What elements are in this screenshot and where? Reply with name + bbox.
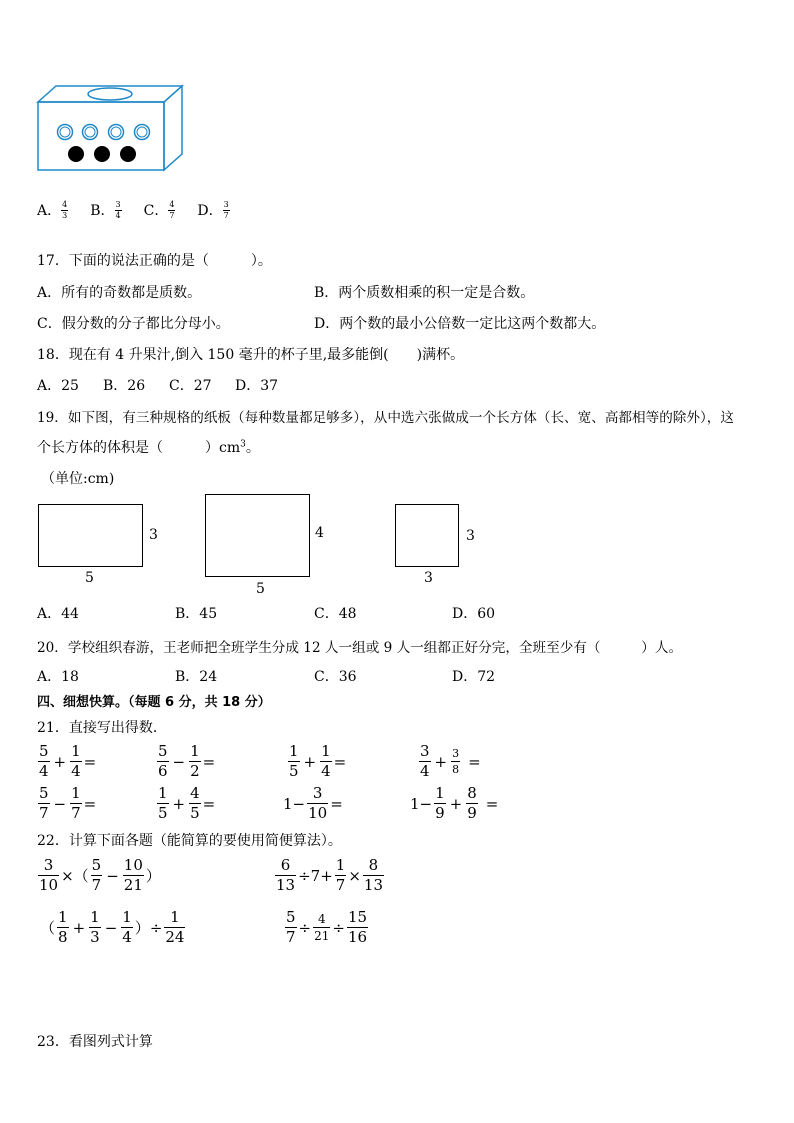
- q22-expr-2: $\frac{6}{13}$ ÷7+ $\frac{1}{7}$ × $\frac{8}{13}$: [276, 856, 383, 894]
- q19-option-a[interactable]: A．44: [37, 606, 79, 622]
- q23-stem: 23．看图列式计算: [37, 1034, 153, 1050]
- q21-expr-6: $\frac{1}{5}$ + $\frac{4}{5}$ =: [158, 784, 216, 822]
- q19-option-b[interactable]: B．45: [175, 606, 218, 622]
- q16-options: [37, 200, 230, 220]
- q21-expr-5: $\frac{5}{7}$ − $\frac{1}{7}$ =: [39, 784, 97, 822]
- q21-expr-2: $\frac{5}{6}$ − $\frac{1}{2}$ =: [158, 742, 216, 780]
- board-2-height: 4: [315, 525, 324, 541]
- q19-unit: （单位:cm): [41, 471, 115, 487]
- section-4-heading: 四、细想快算。（每题 6 分，共 18 分）: [37, 695, 271, 710]
- q17-option-a[interactable]: A．所有的奇数都是质数。: [37, 285, 202, 301]
- q20-option-a[interactable]: A．18: [37, 669, 79, 685]
- q16-option-b[interactable]: B． $\frac{3}{4}$: [90, 199, 121, 220]
- paper-board-1: [38, 504, 143, 567]
- q18-option-b[interactable]: B．26: [103, 378, 146, 394]
- paper-board-3: [395, 504, 459, 567]
- board-1-width: 5: [85, 570, 94, 586]
- q22-expr-1: $\frac{3}{10}$ ×（ $\frac{5}{7}$ − $\frac{10}{21}$ ）: [39, 856, 161, 894]
- q17-option-b[interactable]: B．两个质数相乘的积一定是合数。: [314, 285, 535, 301]
- q21-expr-1: $\frac{5}{4}$ + $\frac{1}{4}$ =: [39, 742, 97, 780]
- q16-option-a[interactable]: A． $\frac{4}{3}$: [37, 199, 68, 220]
- q17-option-c[interactable]: C．假分数的分子都比分母小。: [37, 316, 230, 332]
- q18-stem: 18．现在有 4 升果汁,倒入 150 毫升的杯子里,最多能倒( )满杯。: [37, 347, 465, 363]
- q19-option-d[interactable]: D．60: [452, 606, 496, 622]
- q16-option-d[interactable]: D． $\frac{3}{7}$: [197, 199, 229, 220]
- board-3-height: 3: [466, 528, 475, 544]
- q18-option-d[interactable]: D．37: [235, 378, 279, 394]
- q22-stem: 22．计算下面各题（能简算的要使用简便算法）。: [37, 833, 342, 849]
- q20-stem: 20．学校组织春游，王老师把全班学生分成 12 人一组或 9 人一组都正好分完，全班至少有（ ）人。: [37, 640, 683, 656]
- q18-option-a[interactable]: A．25: [37, 378, 79, 394]
- q21-expr-7: 1− $\frac{3}{10}$ =: [283, 784, 343, 822]
- q19-stem-line1: 19．如下图，有三种规格的纸板（每种数量都足够多），从中选六张做成一个长方体（长、宽、高都相等的除外），这: [37, 410, 734, 426]
- q19-option-c[interactable]: C．48: [314, 606, 357, 622]
- q20-option-d[interactable]: D．72: [452, 669, 496, 685]
- q20-option-b[interactable]: B．24: [175, 669, 218, 685]
- q19-stem-line2: 个长方体的体积是（ ）$cm^3$。: [37, 439, 260, 456]
- q22-expr-3: （ $\frac{1}{8}$ + $\frac{1}{3}$ − $\frac{1}{4}$ ）÷ $\frac{1}{24}$: [40, 908, 185, 946]
- ball-box-figure: [36, 84, 186, 172]
- q21-expr-3: $\frac{1}{5}$ + $\frac{1}{4}$ =: [289, 742, 347, 780]
- q22-expr-4: $\frac{5}{7}$ ÷ $\frac{4}{21}$ ÷ $\frac{15}{16}$: [286, 908, 368, 946]
- q17-stem: 17．下面的说法正确的是（ ）。: [37, 253, 272, 269]
- q16-option-c[interactable]: C． $\frac{4}{7}$: [143, 199, 175, 220]
- q21-expr-8: 1− $\frac{1}{9}$ + $\frac{8}{9}$ =: [410, 784, 499, 822]
- q17-option-d[interactable]: D．两个数的最小公倍数一定比这两个数都大。: [314, 316, 606, 332]
- q21-stem: 21．直接写出得数．: [37, 720, 167, 736]
- q20-option-c[interactable]: C．36: [314, 669, 357, 685]
- q18-option-c[interactable]: C．27: [169, 378, 212, 394]
- board-2-width: 5: [256, 581, 265, 597]
- paper-board-2: [205, 494, 310, 577]
- q21-expr-4: $\frac{3}{4}$ + $\frac{3}{8}$ =: [420, 742, 481, 780]
- board-3-width: 3: [424, 570, 433, 586]
- board-1-height: 3: [149, 527, 158, 543]
